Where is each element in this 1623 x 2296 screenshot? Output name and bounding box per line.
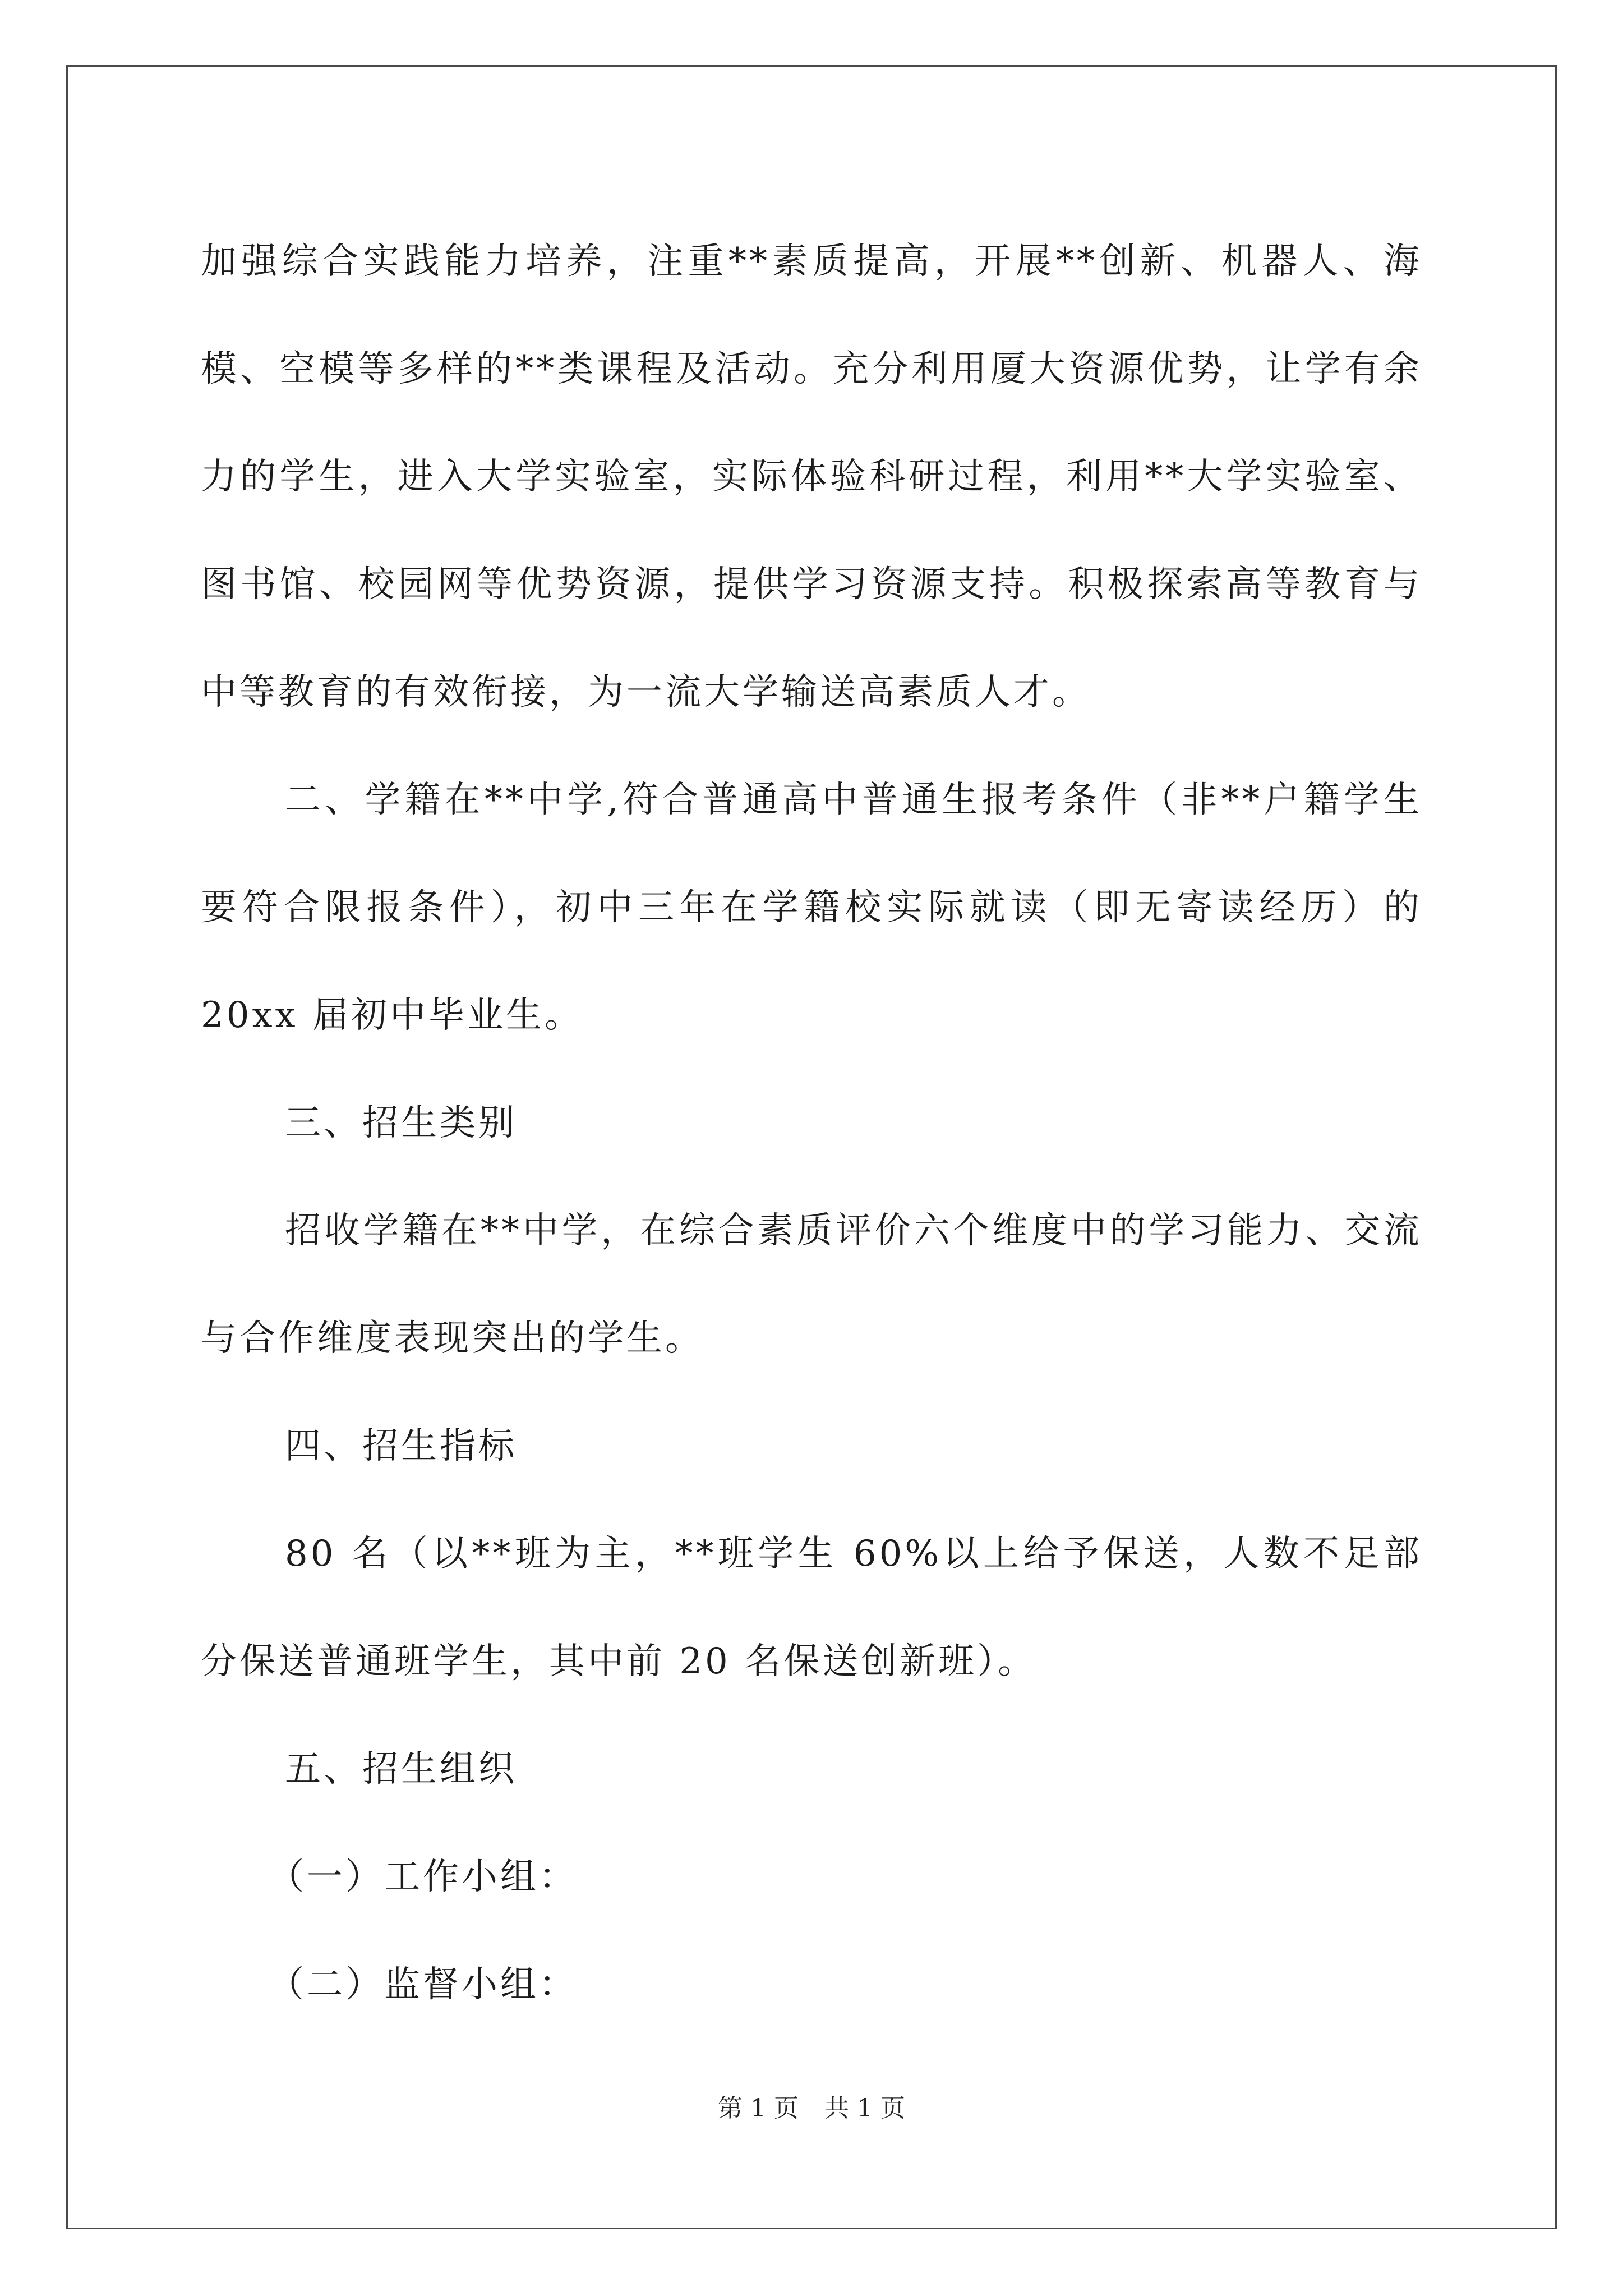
list-item-supervision-group: （二）监督小组： xyxy=(268,1964,578,2005)
heading-section-4: 四、招生指标 xyxy=(285,1425,517,1467)
page-footer xyxy=(0,2088,1623,2124)
paragraph-section-4: 80 名（以**班为主，**班学生 60%以上给予保送，人数不足部分保送普通班学生，其中前 20 名保送创新班）。 xyxy=(201,1533,1422,1682)
document-body xyxy=(201,208,1422,2039)
heading-section-3: 三、招生类别 xyxy=(285,1102,517,1144)
paragraph-section-2: 二、学籍在**中学,符合普通高中普通生报考条件（非**户籍学生要符合限报条件），初中三年在学籍校实际就读（即无寄读经历）的20xx 届初中毕业生。 xyxy=(201,779,1422,1036)
page-number: 第 1 页 xyxy=(718,2094,799,2123)
heading-section-5: 五、招生组织 xyxy=(285,1749,517,1790)
paragraph-intro: 加强综合实践能力培养，注重**素质提高，开展**创新、机器人、海模、空模等多样的**类课程及活动。充分利用厦大资源优势，让学有余力的学生，进入大学实验室，实际体验科研过程，利用**大学实验室、图书馆、校园网等优势资源，提供学习资源支持。积极探索高等教育与中等教育的有效衔接，为一流大学输送高素质人才。 xyxy=(201,241,1422,713)
list-item-work-group: （一）工作小组： xyxy=(268,1856,578,1898)
page-total: 共 1 页 xyxy=(824,2094,905,2123)
paragraph-section-3: 招收学籍在**中学，在综合素质评价六个维度中的学习能力、交流与合作维度表现突出的学生。 xyxy=(201,1210,1422,1359)
